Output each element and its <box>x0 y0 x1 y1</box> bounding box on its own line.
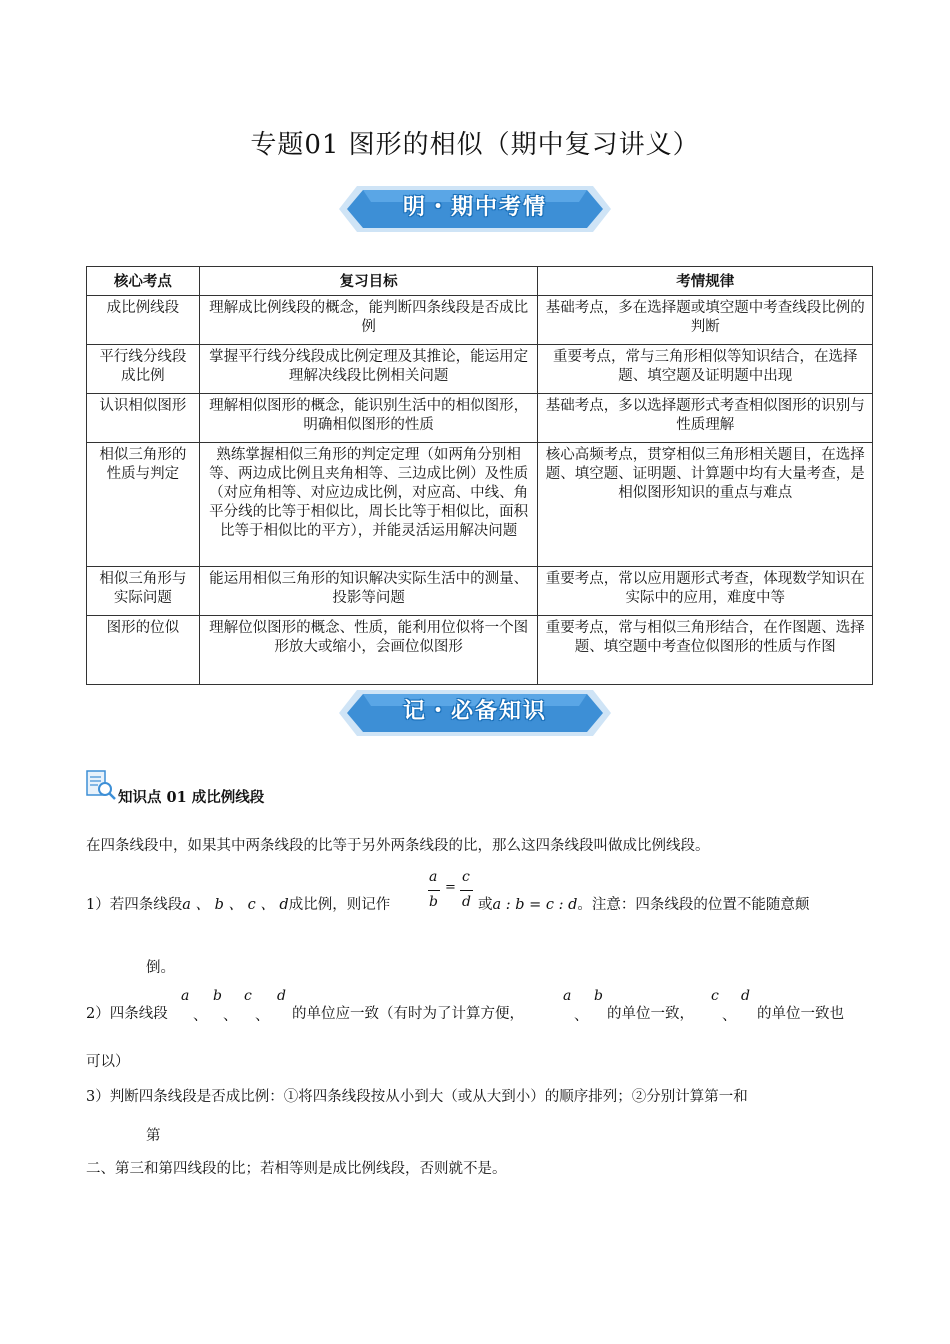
fraction-numerator-c: c <box>462 869 470 885</box>
item-1-mid: 成比例，则记作 <box>288 897 391 913</box>
equals-sign: = <box>445 880 456 895</box>
var-d: d <box>277 988 286 1004</box>
table-cell: 能运用相似三角形的知识解决实际生活中的测量、投影等问题 <box>199 567 538 616</box>
table-cell: 熟练掌握相似三角形的判定定理（如两角分别相等、两边成比例且夹角相等、三边成比例）及性质（对应角相等、对应边成比例，对应高、中线、角平分线的比等于相似比，周长比等于相似比，面积比等于相似比的平方），并能灵活运用解决问题 <box>199 443 538 567</box>
table-row <box>87 394 873 443</box>
table-header-row <box>87 267 873 296</box>
table-cell: 理解相似图形的概念，能识别生活中的相似图形，明确相似图形的性质 <box>199 394 538 443</box>
table-cell: 重要考点，常与三角形相似等知识结合，在选择题、填空题及证明题中出现 <box>538 345 873 394</box>
exam-topics-table <box>86 266 873 685</box>
item-3-continuation: 第 <box>146 1128 161 1144</box>
var-c: c <box>711 988 719 1004</box>
item-2-text-2: 的单位一致， <box>607 1006 694 1022</box>
table-cell: 相似三角形与实际问题 <box>87 567 200 616</box>
table-cell: 重要考点，常以应用题形式考查，体现数学知识在实际中的应用，难度中等 <box>538 567 873 616</box>
item-2-text-3: 的单位一致也 <box>757 1006 844 1022</box>
var-a: a <box>563 988 572 1004</box>
table-cell: 核心高频考点，贯穿相似三角形相关题目，在选择题、填空题、证明题、计算题中均有大量考查，是相似图形知识的重点与难点 <box>538 443 873 567</box>
header-exam-pattern: 考情规律 <box>538 267 873 296</box>
table-cell: 相似三角形的性质与判定 <box>87 443 200 567</box>
var-d: d <box>741 988 750 1004</box>
item-2-continuation: 可以） <box>86 1054 130 1070</box>
table-row <box>87 296 873 345</box>
table-cell: 理解成比例线段的概念，能判断四条线段是否成比例 <box>199 296 538 345</box>
fraction-bar <box>428 890 440 891</box>
separator: 、 <box>255 1008 270 1024</box>
banner-title: 明・期中考情 <box>402 195 547 220</box>
table-cell: 成比例线段 <box>87 296 200 345</box>
separator: 、 <box>193 1008 208 1024</box>
item-1-continuation: 倒。 <box>146 960 175 976</box>
table-cell: 重要考点，常与相似三角形结合，在作图题、选择题、填空题中考查位似图形的性质与作图 <box>538 616 873 685</box>
fraction-denominator-b: b <box>429 894 438 910</box>
table-cell: 理解位似图形的概念、性质，能利用位似将一个图形放大或缩小，会画位似图形 <box>199 616 538 685</box>
table-cell: 认识相似图形 <box>87 394 200 443</box>
table-cell: 平行线分线段成比例 <box>87 345 200 394</box>
item-1-prefix: 1）若四条线段 <box>86 897 183 913</box>
item-2-text-1: 的单位应一致（有时为了计算方便， <box>292 1006 524 1022</box>
item-1-tail <box>478 893 809 914</box>
item-3-line: 3）判断四条线段是否成比例：①将四条线段按从小到大（或从大到小）的顺序排列；②分别计算第一和 <box>86 1089 748 1105</box>
var-b: b <box>213 988 222 1004</box>
table-cell: 掌握平行线分线段成比例定理及其推论，能运用定理解决线段比例相关问题 <box>199 345 538 394</box>
table-row <box>87 616 873 685</box>
item-1-note: 。注意：四条线段的位置不能随意颠 <box>577 897 810 913</box>
header-review-goal: 复习目标 <box>199 267 538 296</box>
table-cell: 基础考点，多在选择题或填空题中考查线段比例的判断 <box>538 296 873 345</box>
item-1-vars: a 、 b 、 c 、 d <box>182 897 289 913</box>
separator: 、 <box>574 1008 589 1024</box>
separator: 、 <box>722 1008 737 1024</box>
table-cell: 基础考点，多以选择题形式考查相似图形的识别与性质理解 <box>538 394 873 443</box>
var-c: c <box>244 988 252 1004</box>
separator: 、 <box>223 1008 238 1024</box>
fraction-denominator-d: d <box>462 894 471 910</box>
item-1-line <box>86 893 390 914</box>
table-row <box>87 567 873 616</box>
var-b: b <box>594 988 603 1004</box>
item-4-line: 二、第三和第四线段的比；若相等则是成比例线段，否则就不是。 <box>86 1161 507 1177</box>
definition-paragraph: 在四条线段中，如果其中两条线段的比等于另外两条线段的比，那么这四条线段叫做成比例线段。 <box>86 838 710 854</box>
page-title: 专题01 图形的相似（期中复习讲义） <box>250 130 700 160</box>
header-core-point: 核心考点 <box>87 267 200 296</box>
fraction-numerator-a: a <box>429 869 438 885</box>
var-a: a <box>181 988 190 1004</box>
knowledge-search-icon <box>86 770 118 800</box>
fraction-bar <box>460 890 473 891</box>
section-banner-knowledge <box>339 686 611 740</box>
banner-title: 记・必备知识 <box>402 699 547 724</box>
item-1-or: 或 <box>478 897 493 913</box>
knowledge-point-heading: 知识点 01 成比例线段 <box>118 789 265 806</box>
table-row <box>87 345 873 394</box>
table-row <box>87 443 873 567</box>
table-cell: 图形的位似 <box>87 616 200 685</box>
section-banner-exam <box>339 182 611 236</box>
item-1-ratio: a : b = c : d <box>492 897 578 913</box>
item-2-prefix: 2）四条线段 <box>86 1006 168 1022</box>
